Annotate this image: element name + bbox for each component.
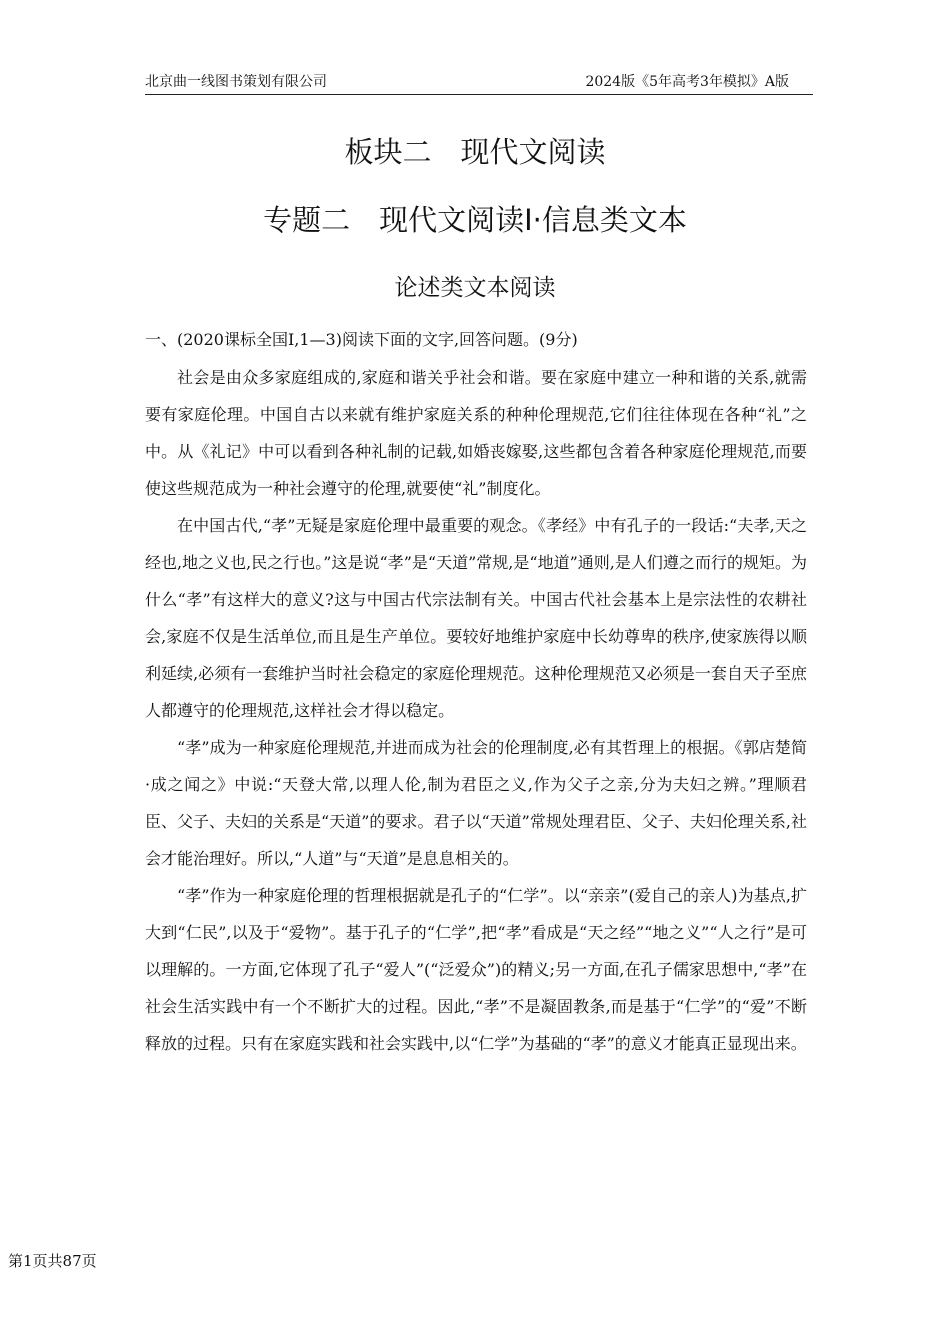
- passage-paragraph-2: 在中国古代,“孝”无疑是家庭伦理中最重要的观念。《孝经》中有孔子的一段话:“夫孝,天之经也,地之义也,民之行也。”这是说“孝”是“天道”常规,是“地道”通则,是人们遵之而行的规矩。为什么“孝”有这样大的意义?这与中国古代宗法制有关。中国古代社会基本上是宗法性的农耕社会,家庭不仅是生活单位,而且是生产单位。要较好地维护家庭中长幼尊卑的秩序,使家族得以顺利延续,必须有一套维护当时社会稳定的家庭伦理规范。这种伦理规范又必须是一套自天子至庶人都遵守的伦理规范,这样社会才得以稳定。: [145, 516, 807, 720]
- passage-paragraph-1: 社会是由众多家庭组成的,家庭和谐关乎社会和谐。要在家庭中建立一种和谐的关系,就需要有家庭伦理。中国自古以来就有维护家庭关系的种种伦理规范,它们往往体现在各种“礼”之中。从《礼记》中可以看到各种礼制的记载,如婚丧嫁娶,这些都包含着各种家庭伦理规范,而要使这些规范成为一种社会遵守的伦理,就要使“礼”制度化。: [145, 368, 807, 498]
- subtopic-title: 论述类文本阅读: [394, 275, 556, 301]
- book-edition: 2024版《5年高考3年模拟》A版: [585, 74, 789, 90]
- passage-paragraph-4: “孝”作为一种家庭伦理的哲理根据就是孔子的“仁学”。以“亲亲”(爱自己的亲人)为基点,扩大到“仁民”,以及于“爱物”。基于孔子的“仁学”,把“孝”看成是“天之经”“地之义”“人之行”是可以理解的。一方面,它体现了孔子“爱人”(“泛爱众”)的精义;另一方面,在孔子儒家思想中,“孝”在社会生活实践中有一个不断扩大的过程。因此,“孝”不是凝固教条,而是基于“仁学”的“爱”不断释放的过程。只有在家庭实践和社会实践中,以“仁学”为基础的“孝”的意义才能真正显现出来。: [145, 886, 807, 1053]
- section-title: 板块二 现代文阅读: [344, 135, 606, 169]
- publisher-name: 北京曲一线图书策划有限公司: [145, 74, 327, 90]
- page-number: 第1页共87页: [8, 1252, 97, 1270]
- passage: [145, 359, 807, 1062]
- page-header: [145, 70, 813, 95]
- question-prompt: 一、(2020课标全国Ⅰ,1—3)阅读下面的文字,回答问题。(9分): [145, 330, 578, 349]
- topic-title: 专题二 现代文阅读Ⅰ·信息类文本: [263, 203, 687, 237]
- passage-paragraph-3: “孝”成为一种家庭伦理规范,并进而成为社会的伦理制度,必有其哲理上的根据。《郭店楚简·成之闻之》中说:“天登大常,以理人伦,制为君臣之义,作为父子之亲,分为夫妇之辨。”理顺君臣、父子、夫妇的关系是“天道”的要求。君子以“天道”常规处理君臣、父子、夫妇伦理关系,社会才能治理好。所以,“人道”与“天道”是息息相关的。: [145, 738, 807, 868]
